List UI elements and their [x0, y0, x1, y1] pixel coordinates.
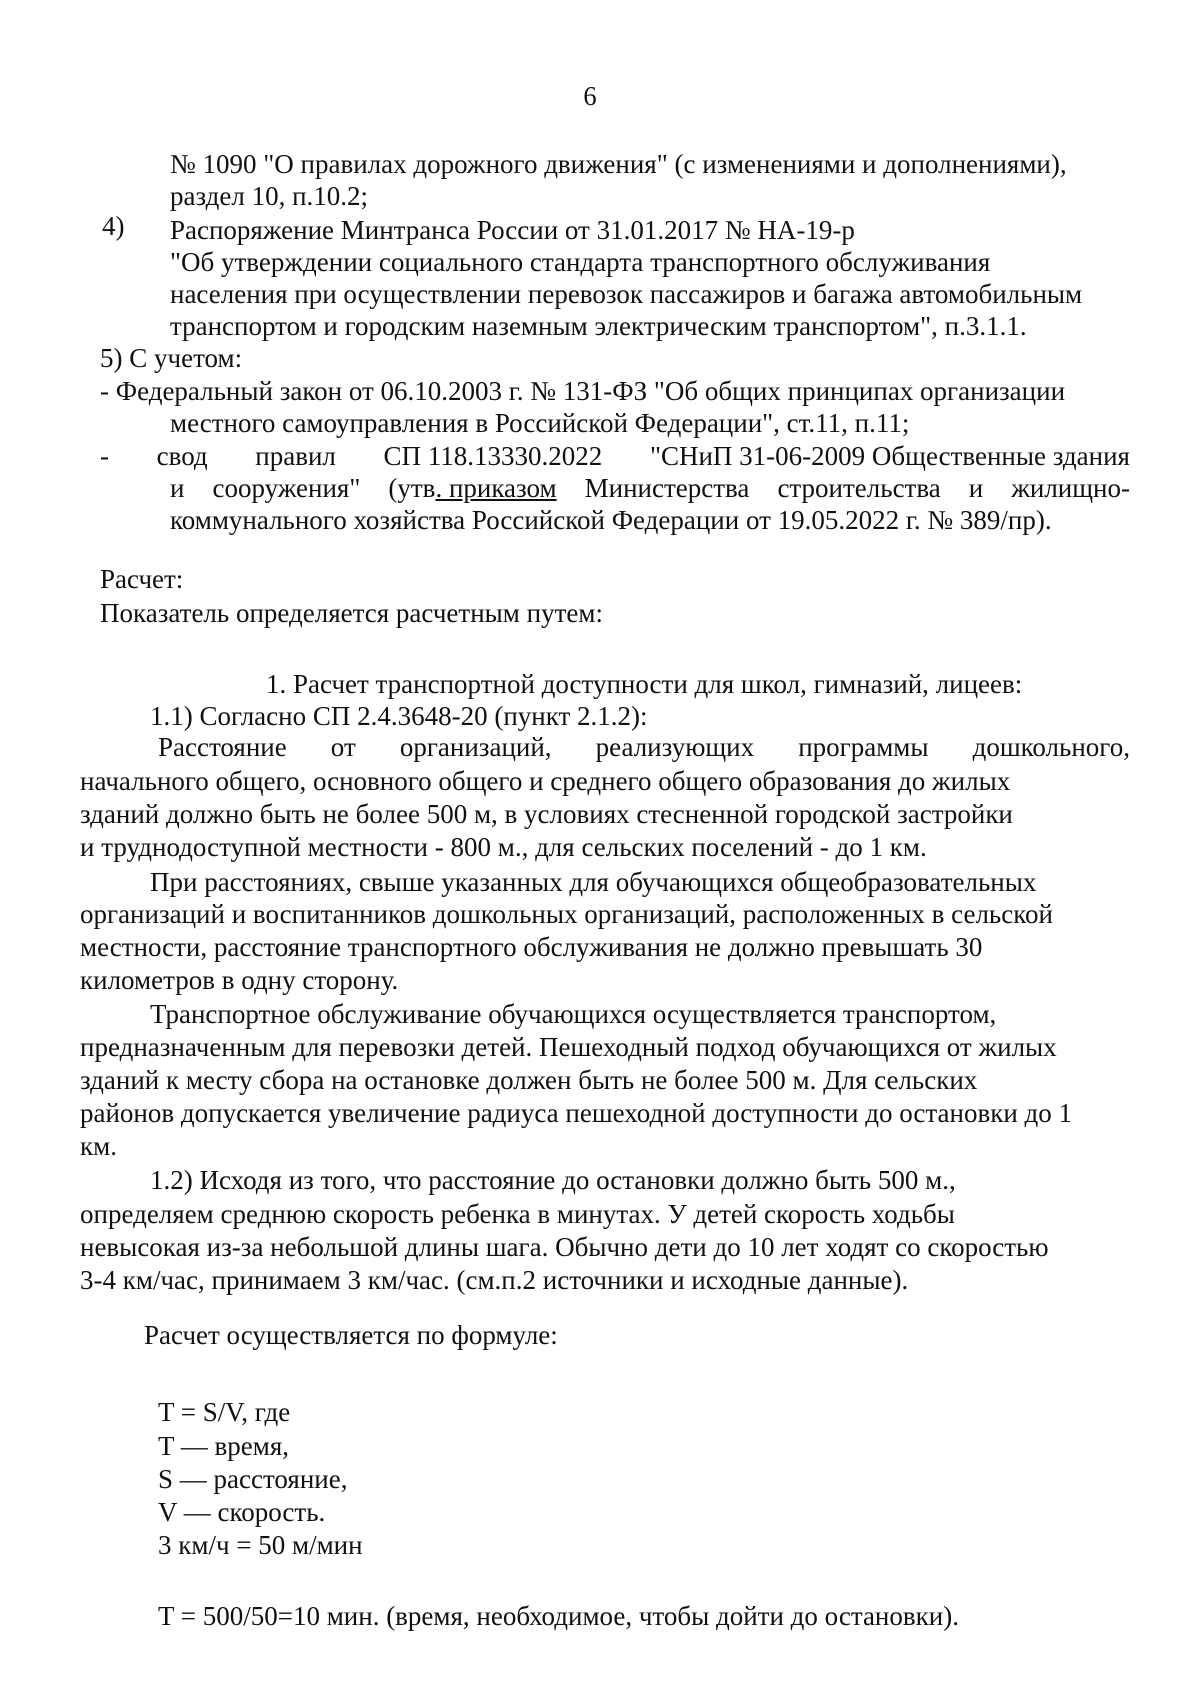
formula-line: V — скорость. — [158, 1497, 326, 1527]
source-line: коммунального хозяйства Российской Федерации от 19.05.2022 г. № 389/пр). — [170, 505, 1052, 535]
source-line: транспортом и городским наземным электрическим транспортом", п.3.1.1. — [170, 311, 1027, 341]
source-line: и сооружения" (утв. приказом Министерства строительства и жилищно- — [170, 473, 1130, 503]
paragraph-line: км. — [80, 1131, 117, 1161]
paragraph-line: невысокая из-за небольшой длины шага. Обычно дети до 10 лет ходят со скоростью — [80, 1232, 1049, 1262]
list-number: 4) — [102, 211, 125, 241]
formula-line: T = S/V, где — [158, 1397, 291, 1427]
source-line: "Об утверждении социального стандарта транспортного обслуживания — [170, 247, 991, 277]
paragraph-line: зданий к месту сбора на остановке должен быть не более 500 м. Для сельских — [80, 1065, 978, 1095]
paragraph-line: Транспортное обслуживание обучающихся осуществляется транспортом, — [150, 999, 997, 1029]
formula-line: T — время, — [158, 1431, 289, 1461]
source-line: раздел 10, п.10.2; — [170, 181, 369, 211]
paragraph-line: При расстояниях, свыше указанных для обучающихся общеобразовательных — [150, 867, 1037, 897]
source-line: Распоряжение Минтранса России от 31.01.2017 № НА-19-р — [170, 215, 855, 245]
section-heading: 1. Расчет транспортной доступности для школ, гимназий, лицеев: — [266, 669, 1023, 699]
paragraph-line: организаций и воспитанников дошкольных организаций, расположенных в сельской — [80, 899, 1053, 929]
paragraph-line: 3-4 км/час, принимаем 3 км/час. (см.п.2 источники и исходные данные). — [80, 1265, 909, 1295]
paragraph-line: определяем среднюю скорость ребенка в минутах. У детей скорость ходьбы — [80, 1199, 955, 1229]
source-line: № 1090 "О правилах дорожного движения" (с изменениями и дополнениями), — [170, 149, 1067, 179]
intro-text: Показатель определяется расчетным путем: — [100, 598, 603, 628]
source-line: населения при осуществлении перевозок пассажиров и багажа автомобильным — [170, 279, 1083, 309]
paragraph-line: начального общего, основного общего и среднего общего образования до жилых — [80, 766, 1011, 796]
source-line: - Федеральный закон от 06.10.2003 г. № 131-ФЗ "Об общих принципах организации — [100, 376, 1066, 406]
page-number: 6 — [583, 81, 597, 111]
section-label: Расчет: — [100, 564, 184, 594]
list-item-heading: 5) С учетом: — [100, 343, 243, 373]
formula-line: 3 км/ч = 50 м/мин — [158, 1530, 363, 1560]
source-line: местного самоуправления в Российской Федерации", ст.11, п.11; — [170, 408, 910, 438]
paragraph-line: километров в одну сторону. — [80, 965, 399, 995]
paragraph-line: зданий должно быть не более 500 м, в условиях стесненной городской застройки — [80, 799, 1013, 829]
paragraph-line: и труднодоступной местности - 800 м., для сельских поселений - до 1 км. — [80, 832, 927, 862]
paragraph-line: Расстояние от организаций, реализующих программы дошкольного, — [158, 732, 1130, 762]
paragraph-line: местности, расстояние транспортного обслуживания не должно превышать 30 — [80, 932, 983, 962]
paragraph-line: районов допускается увеличение радиуса пешеходной доступности до остановки до 1 — [80, 1098, 1072, 1128]
paragraph-line: 1.2) Исходя из того, что расстояние до остановки должно быть 500 м., — [150, 1165, 956, 1195]
formula-intro: Расчет осуществляется по формуле: — [144, 1320, 558, 1350]
formula-line: S — расстояние, — [158, 1464, 348, 1494]
paragraph-line: предназначенным для перевозки детей. Пешеходный подход обучающихся от жилых — [80, 1032, 1057, 1062]
source-line: - свод правил СП 118.13330.2022 "СНиП 31-06-2009 Общественные здания — [100, 441, 1130, 471]
subsection-heading: 1.1) Согласно СП 2.4.3648-20 (пункт 2.1.2): — [150, 701, 648, 731]
result-line: T = 500/50=10 мин. (время, необходимое, чтобы дойти до остановки). — [158, 1601, 959, 1631]
order-link-text: . приказом — [435, 473, 557, 503]
